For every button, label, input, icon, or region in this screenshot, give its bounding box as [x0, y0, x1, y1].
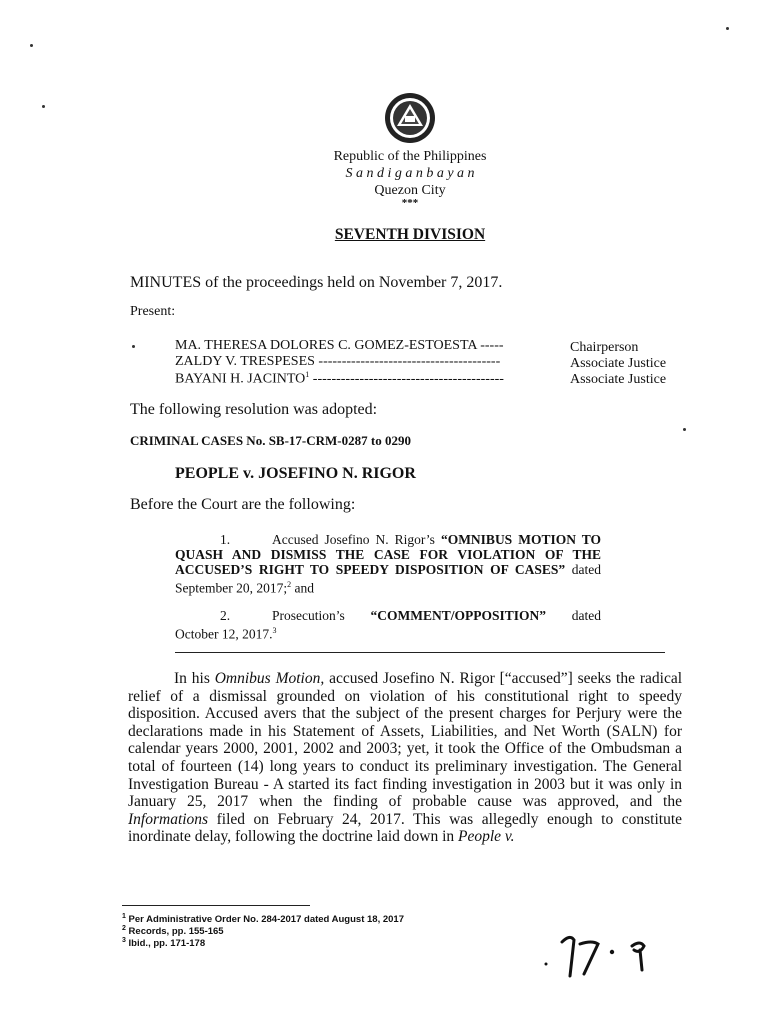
scan-speck [30, 44, 33, 47]
item-number: 1. [220, 532, 231, 547]
justice-role-3: Associate Justice [570, 372, 667, 387]
city-line: Quezon City [374, 183, 446, 198]
handwritten-initials [540, 920, 670, 980]
footnote-ref-3: 3 [272, 626, 277, 635]
court-name: S a n d i g a n b a y a n [345, 166, 475, 181]
body-text-2: accused Josefino N. Rigor [“accused”] seeks the radical relief of a dismissal grounded on violation of his constitutional right to speedy disposition. Accused avers that the subject of the present charges for Perjury were the declarations made in his Statement of Assets, Liabilities, and Net Worth (SALN) for calendar years 2000, 2001, 2002 and 2003; yet, it took the Office of the Ombudsman a total of fourteen (14) long years to conduct its preliminary investigation. The General Investigation Bureau - A started its fact finding investigation in 2003 but it was only in January 25, 2017 when the finding of probable cause was approved, and the [128, 670, 683, 811]
list-item [175, 532, 601, 596]
scan-speck [132, 345, 135, 348]
body-text-3: filed on February 24, 2017. This was allegedly enough to constitute inordinate delay, following the doctrine laid down in [128, 810, 682, 846]
footnote-text: Ibid., pp. 171-178 [128, 938, 206, 950]
scan-speck [726, 27, 729, 30]
item-text: Accused Josefino N. Rigor’s [272, 532, 441, 547]
justice-name-2: ZALDY V. TRESPESES --------------------------------------- [175, 354, 501, 369]
footnote [122, 937, 205, 949]
footnote-number: 1 [122, 913, 126, 920]
justice-name-3-text: BAYANI H. JACINTO [175, 371, 306, 387]
body-italic-1: Omnibus Motion, [214, 670, 325, 687]
republic-line: Republic of the Philippines [333, 149, 487, 164]
body-paragraph [128, 670, 682, 846]
justice-name-3 [175, 370, 504, 388]
body-italic-3: People v. [458, 828, 515, 846]
list-item [175, 608, 601, 642]
case-number: CRIMINAL CASES No. SB-17-CRM-0287 to 0290 [130, 433, 411, 448]
body-italic-2: Informations [128, 810, 209, 828]
footnote-number: 3 [122, 937, 126, 944]
justice-role-1: Chairperson [570, 340, 639, 355]
item-text: Prosecution’s [272, 608, 371, 623]
item-date: dated October 12, 2017. [175, 608, 601, 642]
section-divider [175, 652, 665, 653]
justice-role-2: Associate Justice [570, 356, 667, 371]
item-bold-title: “COMMENT/OPPOSITION” [370, 608, 547, 623]
body-text-1: In his [174, 670, 215, 687]
footnote-ref-2: 2 [287, 580, 292, 589]
justice-name-3-dashes: ----------------------------------------- [309, 371, 504, 387]
scan-speck [42, 105, 45, 108]
footnote-ref-1: 1 [305, 370, 310, 379]
case-caption: PEOPLE v. JOSEFINO N. RIGOR [175, 465, 416, 482]
minutes-line: MINUTES of the proceedings held on November 7, 2017. [130, 274, 503, 291]
present-label: Present: [130, 304, 176, 319]
footnote [122, 913, 404, 925]
item-tail: and [291, 580, 314, 596]
before-court-line: Before the Court are the following: [130, 496, 356, 513]
item-number: 2. [220, 608, 231, 623]
scan-speck [683, 428, 686, 431]
footnote-text: Per Administrative Order No. 284-2017 dated August 18, 2017 [128, 914, 404, 926]
item-date: dated September 20, 2017; [175, 562, 601, 596]
sandiganbayan-seal-logo [384, 92, 436, 144]
stars-divider: *** [401, 197, 419, 209]
division-title: SEVENTH DIVISION [334, 226, 486, 243]
footnote-number: 2 [122, 925, 126, 932]
justice-name-1: MA. THERESA DOLORES C. GOMEZ-ESTOESTA ----- [175, 338, 504, 353]
item-bold-title: “OMNIBUS MOTION TO QUASH AND DISMISS THE CASE FOR VIOLATION OF THE ACCUSED’S RIGHT TO SPEEDY DISPOSITION OF CASES” [175, 532, 601, 577]
footnote-text: Records, pp. 155-165 [128, 926, 224, 938]
footnote-rule [122, 905, 310, 906]
footnote [122, 925, 224, 937]
adopted-line: The following resolution was adopted: [130, 401, 378, 418]
